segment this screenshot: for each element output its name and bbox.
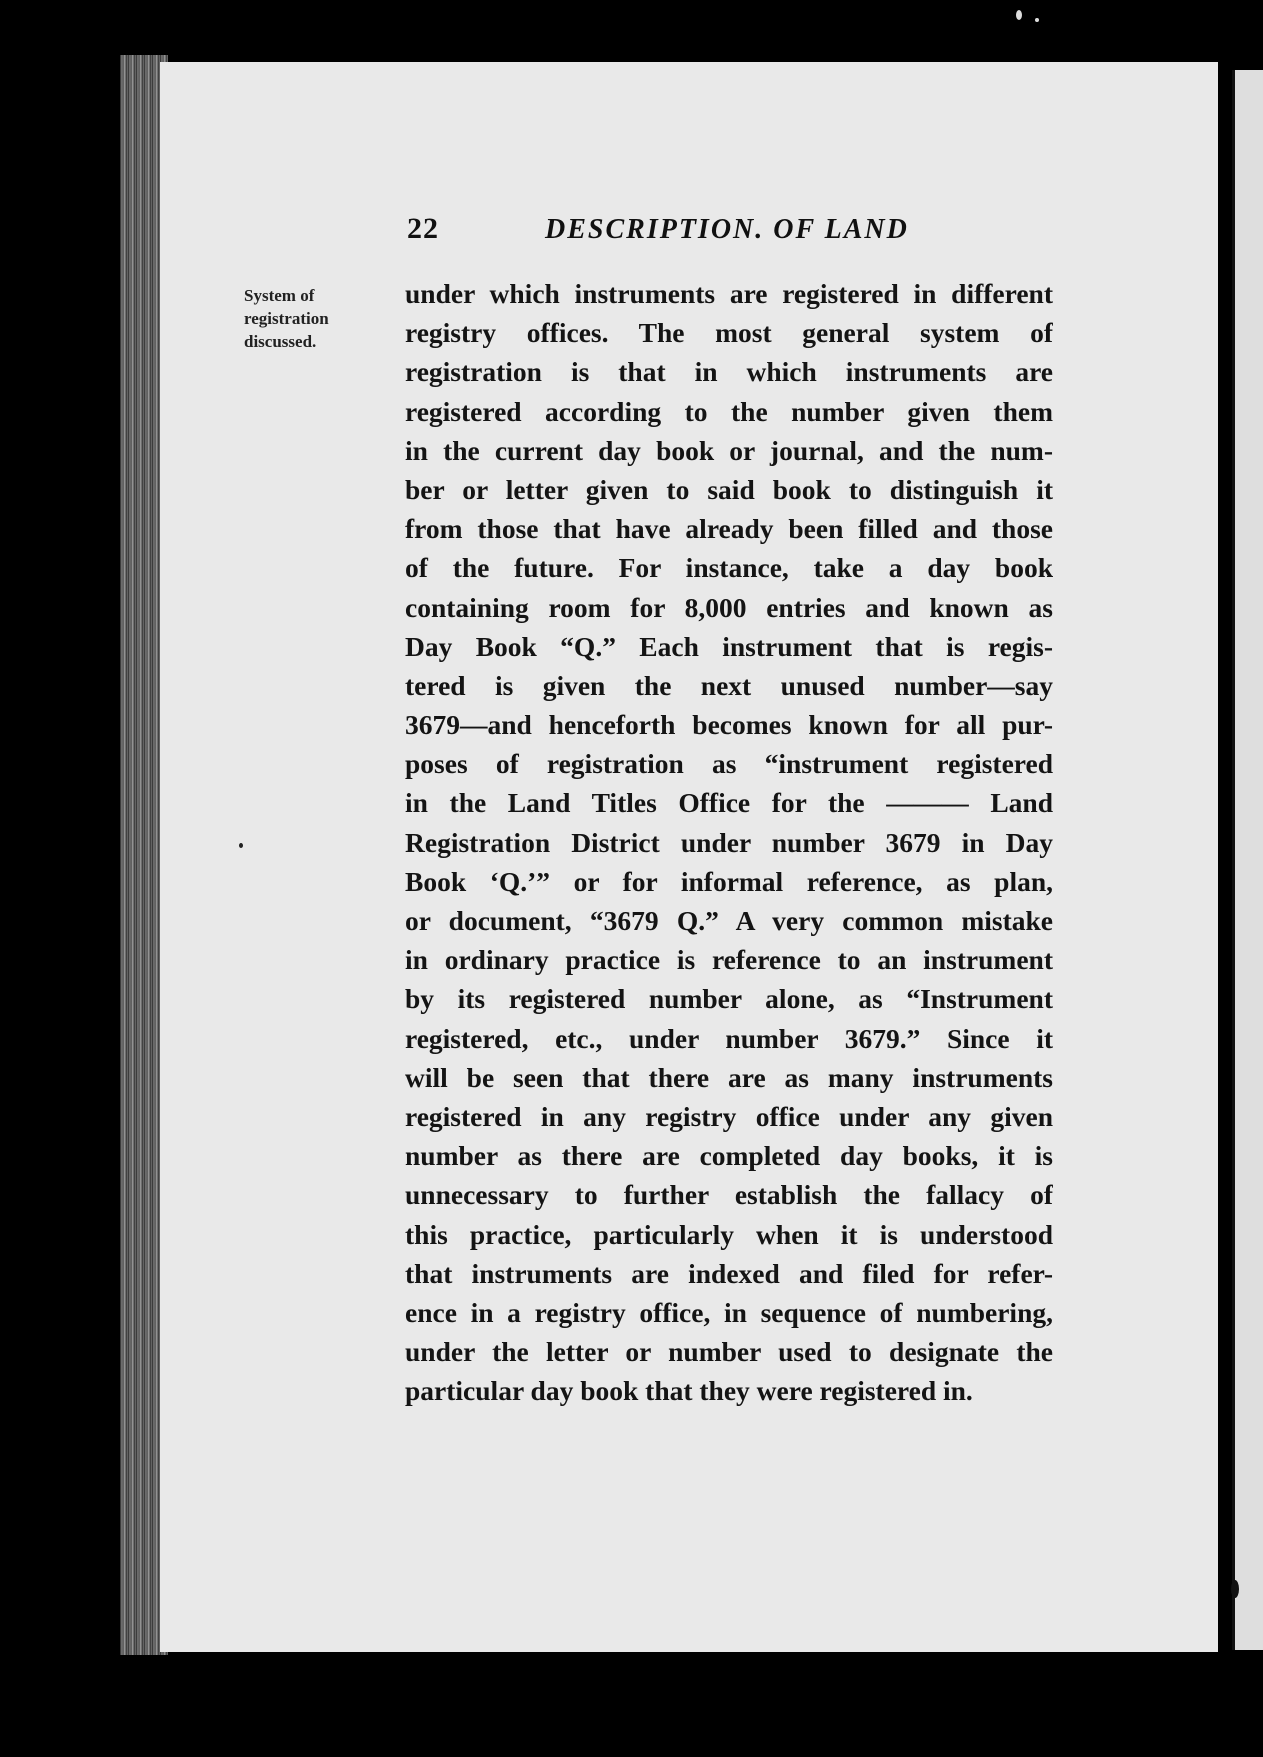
facing-page-edge bbox=[1232, 70, 1263, 1650]
page-header bbox=[407, 212, 1047, 252]
text-line: under which instruments are registered in different bbox=[405, 278, 1053, 309]
scan-speck bbox=[239, 843, 243, 848]
text-line: will be seen that there are as many instruments bbox=[405, 1061, 1053, 1093]
text-line: from those that have already been filled and those bbox=[405, 513, 1053, 545]
text-line: Day Book “Q.” Each instrument that is regis- bbox=[405, 630, 1053, 662]
text-line: in ordinary practice is reference to an instrument bbox=[405, 944, 1053, 976]
text-line: poses of registration as “instrument registered bbox=[405, 748, 1053, 780]
text-line: registry offices. The most general system of bbox=[405, 317, 1053, 349]
text-line: in the Land Titles Office for the ——— Land bbox=[405, 787, 1053, 819]
text-line: number as there are completed day books, it is bbox=[405, 1140, 1053, 1172]
page-mark bbox=[1231, 1580, 1239, 1598]
text-line: particular day book that they were registered in. bbox=[405, 1375, 973, 1407]
text-line: registered according to the number given them bbox=[405, 395, 1053, 427]
text-line: registered in any registry office under any given bbox=[405, 1100, 1053, 1132]
text-line: in the current day book or journal, and the num- bbox=[405, 434, 1053, 466]
text-line: this practice, particularly when it is understood bbox=[405, 1218, 1053, 1250]
text-line: ence in a registry office, in sequence of numbering, bbox=[405, 1296, 1053, 1328]
text-line: Registration District under number 3679 in Day bbox=[405, 826, 1053, 858]
margin-note-line: registration bbox=[244, 309, 329, 328]
text-line: ber or letter given to said book to distinguish it bbox=[405, 473, 1053, 505]
text-line: of the future. For instance, take a day book bbox=[405, 552, 1053, 584]
text-line: or document, “3679 Q.” A very common mistake bbox=[405, 905, 1053, 936]
text-line: tered is given the next unused number—say bbox=[405, 669, 1053, 701]
page-number: 22 bbox=[407, 212, 439, 245]
text-line: unnecessary to further establish the fallacy of bbox=[405, 1179, 1053, 1211]
body-paragraph bbox=[405, 274, 1053, 1410]
text-line: registration is that in which instruments are bbox=[405, 356, 1053, 388]
margin-note-line: discussed. bbox=[244, 332, 317, 351]
text-line: under the letter or number used to designate the bbox=[405, 1336, 1053, 1368]
running-title: DESCRIPTION. OF LAND bbox=[545, 214, 909, 245]
margin-note-line: System of bbox=[244, 286, 315, 305]
scan-speck bbox=[1016, 10, 1022, 20]
text-line: registered, etc., under number 3679.” Since it bbox=[405, 1022, 1053, 1054]
text-line: containing room for 8,000 entries and known as bbox=[405, 591, 1053, 623]
text-line: 3679—and henceforth becomes known for all pur- bbox=[405, 709, 1053, 741]
scan-speck bbox=[1035, 18, 1039, 22]
margin-note bbox=[244, 284, 364, 353]
text-line: Book ‘Q.’” or for informal reference, as plan, bbox=[405, 865, 1053, 897]
text-line: by its registered number alone, as “Instrument bbox=[405, 983, 1053, 1015]
text-line: that instruments are indexed and filed for refer- bbox=[405, 1257, 1053, 1289]
